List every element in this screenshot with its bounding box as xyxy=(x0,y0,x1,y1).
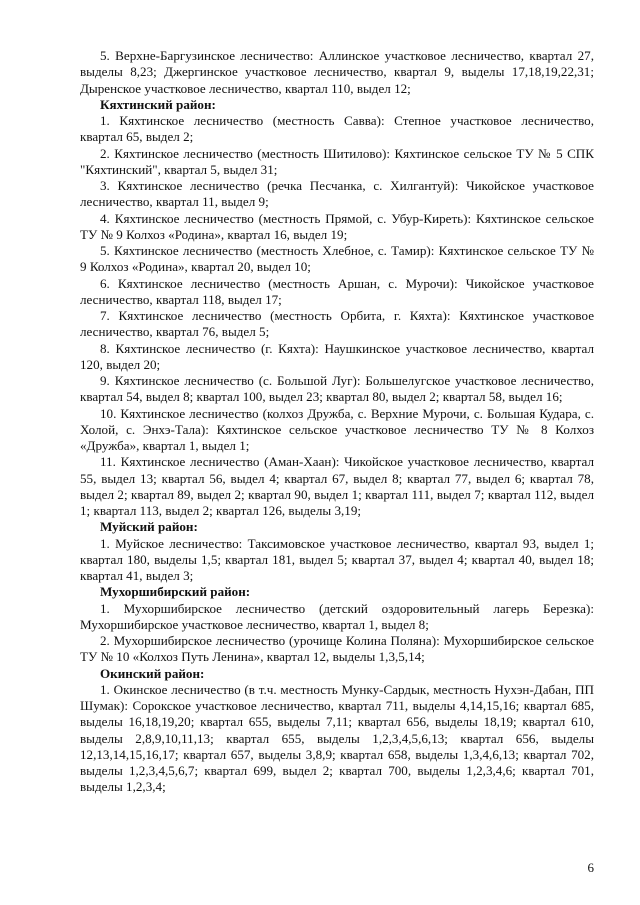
list-item: 8. Кяхтинское лесничество (г. Кяхта): Наушкинское участковое лесничество, квартал 120, выдел 20; xyxy=(80,340,594,372)
list-item: 4. Кяхтинское лесничество (местность Прямой, с. Убур-Киреть): Кяхтинское сельское ТУ № 9 Колхоз «Родина», квартал 16, выдел 19; xyxy=(80,210,594,242)
list-item: 1. Окинское лесничество (в т.ч. местность Мунку-Сардык, местность Нухэн-Дабан, ПП Шумак): Сорокское участковое лесничество, квартал 711, выделы 4,14,15,16; квартал 685, выделы 16,18,19,20; квартал 655, выделы 7,11; квартал 656, выделы 18,19; квартал 610, выделы 2,8,9,10,11,13; квартал 655, выделы 1,2,3,4,5,6,13; квартал 656, выделы 12,13,14,15,16,17; квартал 657, выделы 3,8,9; квартал 658, выделы 1,3,4,6,13; квартал 702, выделы 1,2,3,4,5,6,7; квартал 699, выдел 2; квартал 700, выделы 1,2,3,4,6; квартал 701, выделы 1,2,3,4; xyxy=(80,681,594,795)
list-item: 1. Муйское лесничество: Таксимовское участковое лесничество, квартал 93, выдел 1; квартал 180, выделы 1,5; квартал 181, выдел 5; квартал 37, выдел 4; квартал 40, выдел 18; квартал 41, выдел 3; xyxy=(80,535,594,583)
document-body xyxy=(80,48,594,796)
list-item: 10. Кяхтинское лесничество (колхоз Дружба, с. Верхние Мурочи, с. Большая Кудара, с. Холой, с. Энхэ-Тала): Кяхтинское сельское участковое лесничество ТУ № 8 Колхоз «Дружба», квартал 1, выдел 1; xyxy=(80,405,594,453)
list-item: 5. Кяхтинское лесничество (местность Хлебное, с. Тамир): Кяхтинское сельское ТУ № 9 Колхоз «Родина», квартал 20, выдел 10; xyxy=(80,243,594,275)
list-item: 2. Мухоршибирское лесничество (урочище Колина Поляна): Мухоршибирское сельское ТУ № 10 «Колхоз Путь Ленина», квартал 12, выделы 1,3,5,14; xyxy=(80,633,594,665)
section-heading-muysky: Муйский район: xyxy=(100,519,198,535)
list-item: 2. Кяхтинское лесничество (местность Шитилово): Кяхтинское сельское ТУ № 5 СПК "Кяхтинский", квартал 5, выдел 31; xyxy=(80,145,594,177)
section-heading-mukhorshibirsky: Мухоршибирский район: xyxy=(100,584,251,600)
section-heading-okinsky: Окинский район: xyxy=(100,665,205,681)
list-item-verkhne-barguzinskoe: 5. Верхне-Баргузинское лесничество: Аллинское участковое лесничество, квартал 27, выделы 8,23; Джергинское участковое лесничество, квартал 9, выделы 17,18,19,22,31; Дыренское участковое лесничество, квартал 110, выдел 12; xyxy=(80,48,594,96)
section-heading-kyakhtinsky: Кяхтинский район: xyxy=(100,96,216,112)
list-item: 7. Кяхтинское лесничество (местность Орбита, г. Кяхта): Кяхтинское участковое лесничество, квартал 76, выдел 5; xyxy=(80,308,594,340)
list-item: 6. Кяхтинское лесничество (местность Аршан, с. Мурочи): Чикойское участковое лесничество, квартал 118, выдел 17; xyxy=(80,275,594,307)
page-number: 6 xyxy=(587,860,594,875)
list-item: 11. Кяхтинское лесничество (Аман-Хаан): Чикойское участковое лесничество, квартал 55, выдел 13; квартал 56, выдел 4; квартал 67, выдел 8; квартал 77, выдел 6; квартал 78, выдел 2; квартал 89, выдел 2; квартал 90, выдел 1; квартал 111, выдел 7; квартал 112, выдел 1; квартал 113, выдел 2; квартал 126, выделы 3,19; xyxy=(80,454,594,518)
list-item: 9. Кяхтинское лесничество (с. Большой Луг): Большелугское участковое лесничество, квартал 54, выдел 8; квартал 100, выдел 23; квартал 80, выдел 2; квартал 58, выдел 16; xyxy=(80,373,594,405)
list-item: 1. Мухоршибирское лесничество (детский оздоровительный лагерь Березка): Мухоршибирское участковое лесничество, квартал 1, выдел 8; xyxy=(80,600,594,632)
list-item: 1. Кяхтинское лесничество (местность Савва): Степное участковое лесничество, квартал 65, выдел 2; xyxy=(80,113,594,145)
list-item: 3. Кяхтинское лесничество (речка Песчанка, с. Хилгантуй): Чикойское участковое лесничество, квартал 11, выдел 9; xyxy=(80,178,594,210)
